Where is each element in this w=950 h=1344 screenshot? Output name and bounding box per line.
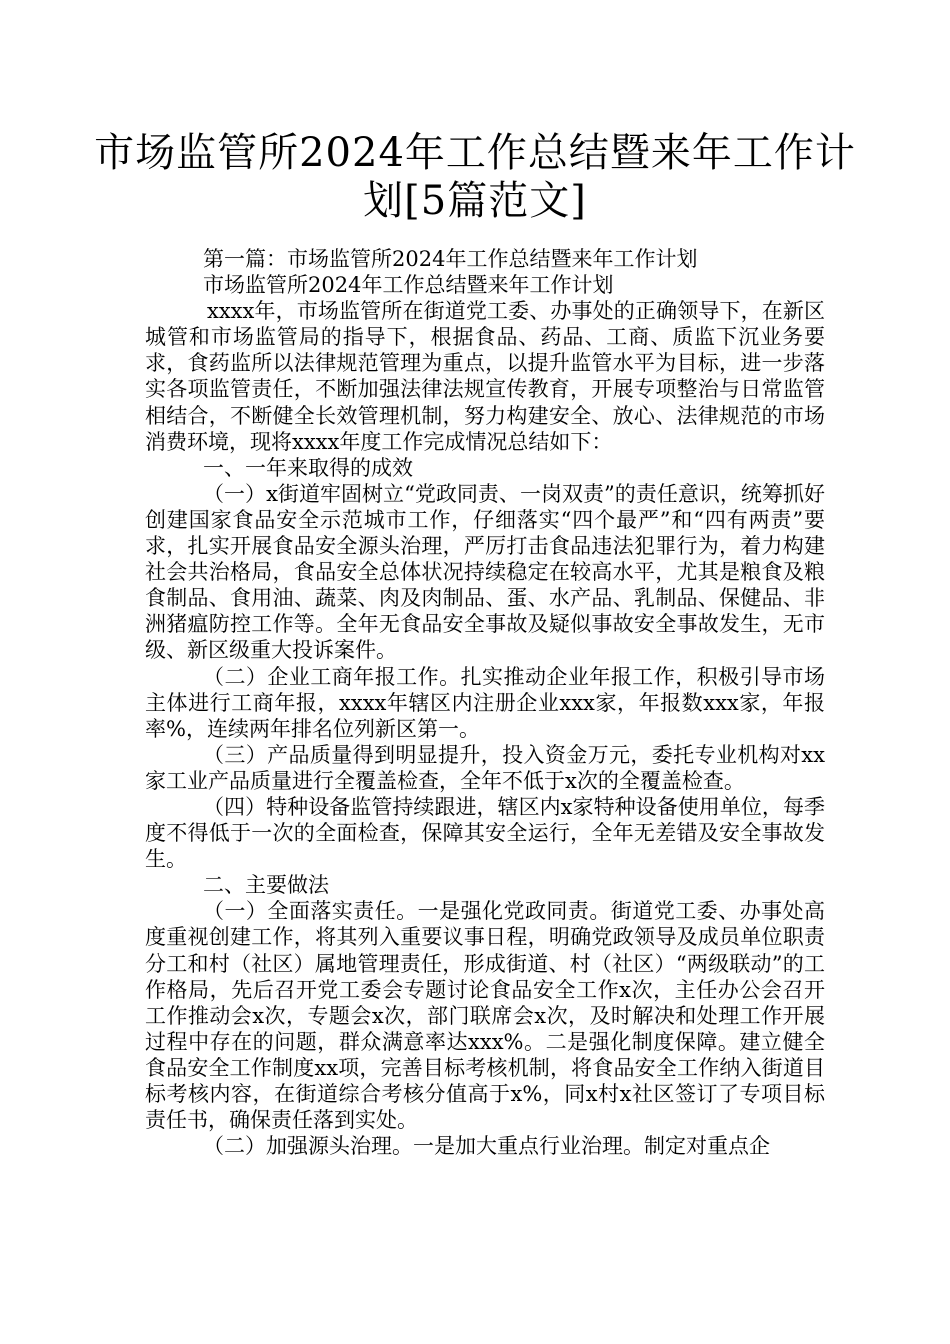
paragraph: （一）x街道牢固树立“党政同责、一岗双责”的责任意识，统筹抓好创建国家食品安全示范城市工作，仔细落实“四个最严”和“四有两责”要求，扎实开展食品安全源头治理，严厉打击食品违法犯罪行为，着力构建社会共治格局，食品安全总体状况持续稳定在较高水平，尤其是粮食及粮食制品、食用油、蔬菜、肉及肉制品、蛋、水产品、乳制品、保健品、非洲猪瘟防控工作等。全年无食品安全事故及疑似事故安全事故发生，无市级、新区级重大投诉案件。 <box>145 481 825 663</box>
paragraph: （二）企业工商年报工作。扎实推动企业年报工作，积极引导市场主体进行工商年报，xxxx年辖区内注册企业xxx家，年报数xxx家，年报率%，连续两年排名位列新区第一。 <box>145 664 825 741</box>
paragraph: xxxx年，市场监管所在街道党工委、办事处的正确领导下，在新区城管和市场监管局的指导下，根据食品、药品、工商、质监下沉业务要求，食药监所以法律规范管理为重点，以提升监管水平为目标，进一步落实各项监管责任，不断加强法律法规宣传教育，开展专项整治与日常监管相结合，不断健全长效管理机制，努力构建安全、放心、法律规范的市场消费环境，现将xxxx年度工作完成情况总结如下： <box>145 299 825 454</box>
paragraph: （一）全面落实责任。一是强化党政同责。街道党工委、办事处高度重视创建工作，将其列入重要议事日程，明确党政领导及成员单位职责分工和村（社区）属地管理责任，形成街道、村（社区）“两级联动”的工作格局，先后召开党工委会专题讨论食品安全工作x次，主任办公会召开工作推动会x次，专题会x次，部门联席会x次，及时解决和处理工作开展过程中存在的问题，群众满意率达xxx%。二是强化制度保障。建立健全食品安全工作制度xx项，完善目标考核机制，将食品安全工作纳入街道目标考核内容，在街道综合考核分值高于x%，同x村x社区签订了专项目标责任书，确保责任落到实处。 <box>145 899 825 1133</box>
paragraph: （四）特种设备监管持续跟进，辖区内x家特种设备使用单位，每季度不得低于一次的全面检查，保障其安全运行，全年无差错及安全事故发生。 <box>145 794 825 872</box>
section-heading: 二、主要做法 <box>203 873 329 898</box>
section-heading: 第一篇：市场监管所2024年工作总结暨来年工作计划 <box>203 247 698 271</box>
paragraph: （三）产品质量得到明显提升，投入资金万元，委托专业机构对xx家工业产品质量进行全覆盖检查，全年不低于x次的全覆盖检查。 <box>145 742 825 793</box>
document-title-line-1: 市场监管所2024年工作总结暨来年工作计 <box>94 130 856 176</box>
section-heading: 一、一年来取得的成效 <box>203 455 413 480</box>
paragraph: （二）加强源头治理。一是加大重点行业治理。制定对重点企 <box>203 1134 770 1159</box>
document-title-line-2: 划[5篇范文] <box>363 178 587 224</box>
subheading: 市场监管所2024年工作总结暨来年工作计划 <box>203 273 614 298</box>
document-body <box>145 246 825 1159</box>
